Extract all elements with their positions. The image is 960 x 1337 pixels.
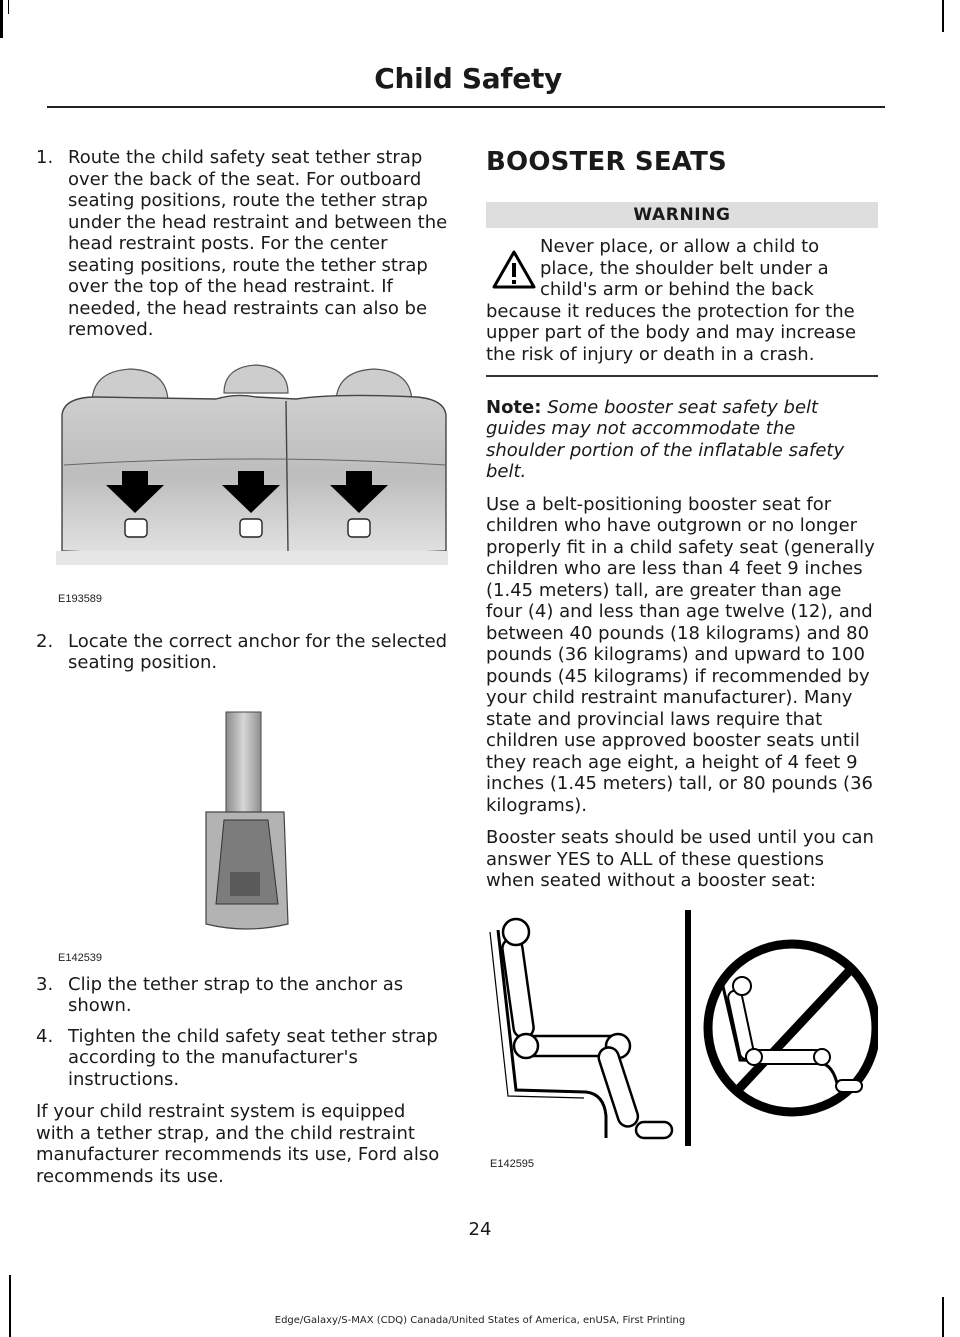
step-2 [36,631,448,674]
step-number: 2. [36,630,54,652]
occupant-figure [501,919,672,1138]
step-number: 4. [36,1025,54,1047]
right-column [486,147,878,1180]
tether-anchor-illustration [56,694,448,939]
left-column [36,147,448,1187]
rear-seat-illustration [56,353,448,583]
crop-mark [942,0,944,32]
figure-code: E142539 [58,951,103,964]
step-3 [36,974,448,1017]
prohibited-icon [708,944,876,1112]
figure-code: E142595 [490,1157,535,1170]
step-text: Clip the tether strap to the anchor as shown. [68,973,404,1016]
note [486,397,878,483]
step-text: Tighten the child safety seat tether strap according to the manufacturer's instructions. [68,1025,438,1090]
figure-tether-anchor [56,694,448,962]
warning-text [486,236,878,365]
booster-paragraph-1: Use a belt-positioning booster seat for children who have outgrown or no longer properly fit in a child safety seat (generally children who are less than 4 feet 9 inches (1.45 meters) tall, are greater than age four (4) and less than age twelve (12), and between 40 pounds (18 kilograms) and 80 pounds (36 kilograms) and upward to 100 pounds (45 kilograms) if recommended by your child restraint manufacturer). Many state and provincial laws require that children use approved booster seats until they reach age eight, a height of 4 feet 9 inches (1.45 meters) tall, or 80 pounds (36 kilograms). [486,493,875,816]
warning-banner: WARNING [486,202,878,228]
figure-seating-posture [486,910,878,1180]
warning-rule [486,375,878,377]
warning-box [486,236,878,365]
step-text: Locate the correct anchor for the selected seating position. [68,630,448,673]
page-title: Child Safety [374,62,562,95]
warning-text-content: Never place, or allow a child to place, the shoulder belt under a child's arm or behind the back because it reduces the protection for the upper part of the body and may increase the risk of injury or death in a crash. [486,236,857,365]
header-rule [47,106,885,108]
step-number: 3. [36,973,54,995]
section-heading: BOOSTER SEATS [486,147,727,177]
warning-triangle-icon [492,250,536,290]
note-text: Some booster seat safety belt guides may not accommodate the shoulder portion of the inflatable safety belt. [486,396,845,482]
crop-mark [0,0,3,38]
step-text: Route the child safety seat tether strap over the back of the seat. For outboard seating positions, route the tether strap under the head restraint and between the head restraint posts. For the center seating positions, route the tether strap over the top of the head restraint. If needed, the head restraints can also be removed. [68,147,448,340]
booster-paragraph-2: Booster seats should be used until you can answer YES to ALL of these questions when seated without a booster seat: [486,827,874,891]
crop-mark [8,0,9,14]
page-number: 24 [468,1219,492,1240]
figure-code: E193589 [58,592,103,605]
step-1 [36,147,448,341]
step-4 [36,1026,448,1091]
step-number: 1. [36,147,54,168]
figure-rear-seat-anchors [56,353,448,611]
footer-text: Edge/Galaxy/S-MAX (CDQ) Canada/United States of America, enUSA, First Printing [274,1315,686,1326]
crop-mark [9,1275,11,1337]
seating-posture-illustration [486,910,878,1152]
tether-paragraph: If your child restraint system is equipped with a tether strap, and the child restraint manufacturer recommends its use, Ford also recommends its use. [36,1101,440,1187]
note-label: Note: [486,396,542,418]
